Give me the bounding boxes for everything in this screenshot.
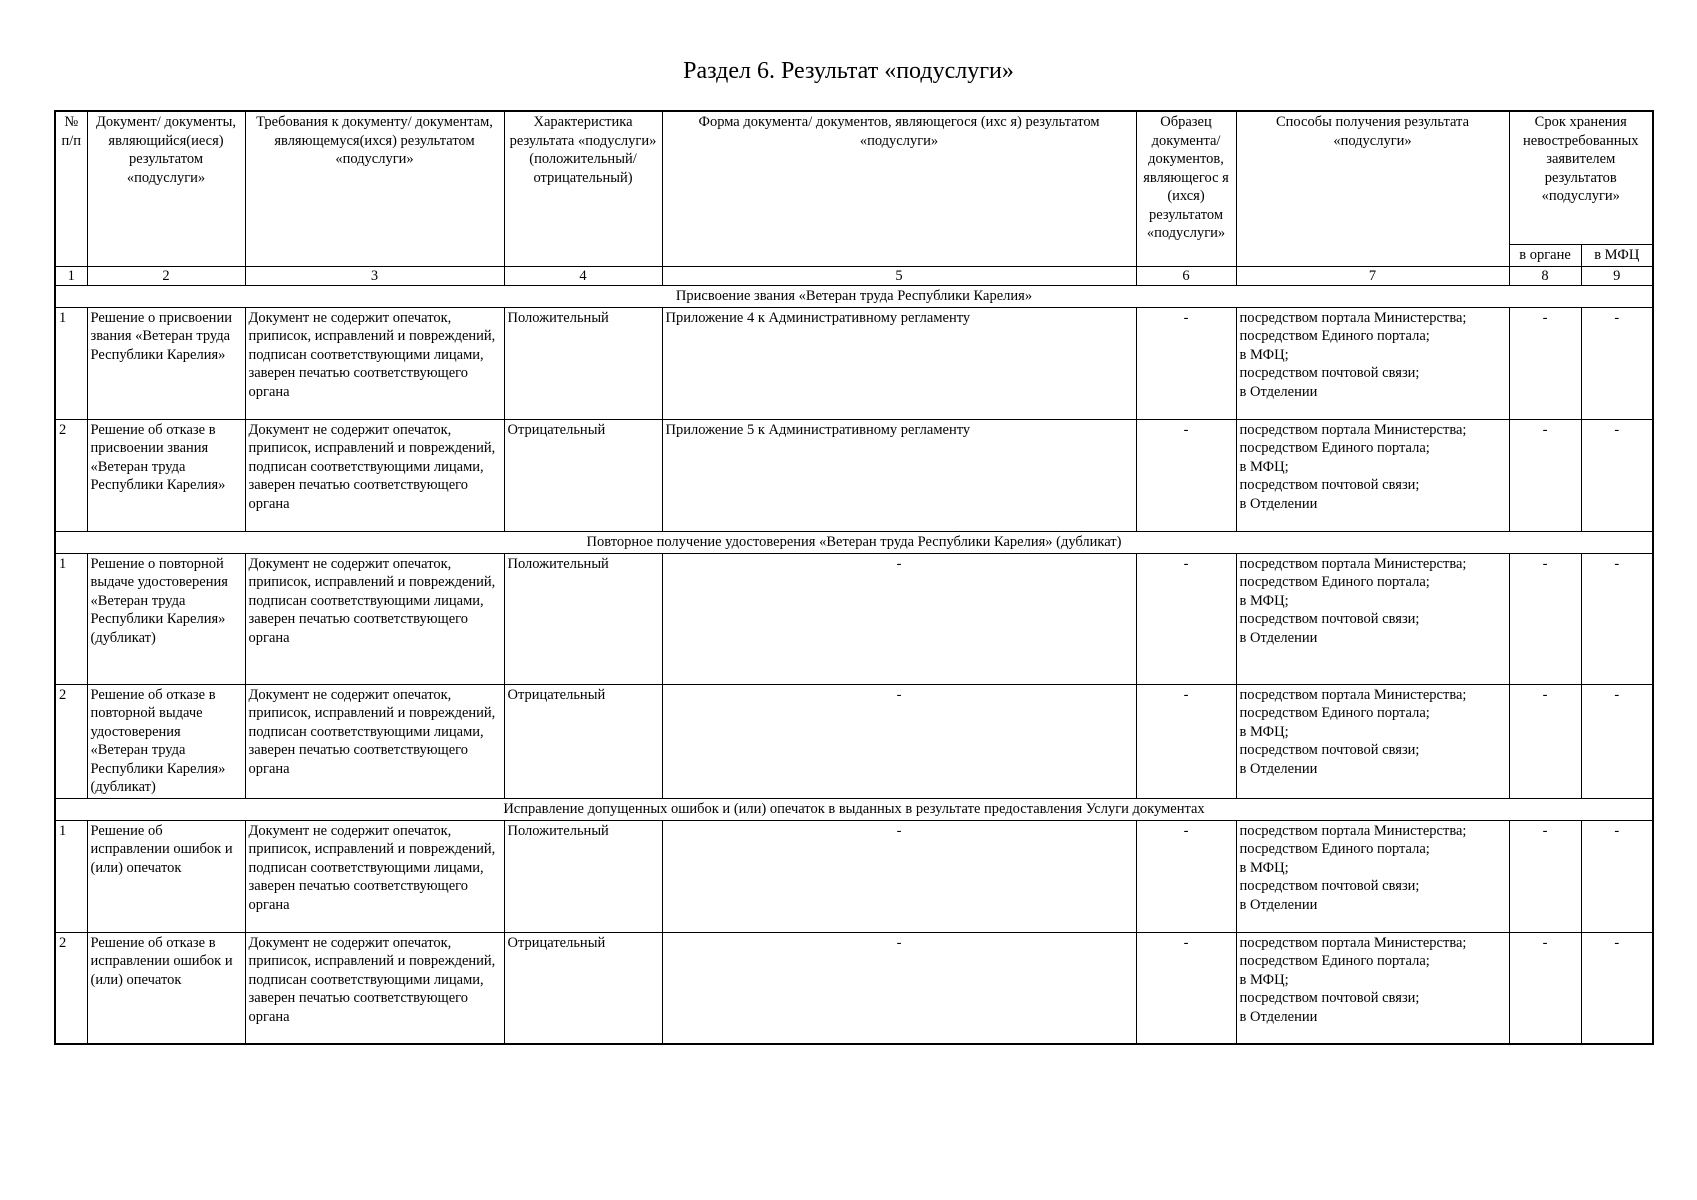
methods-cell: посредством портала Министерства; посредством Единого портала; в МФЦ; посредством почтовой связи; в Отделении: [1236, 307, 1509, 419]
storage-org-cell: -: [1509, 307, 1581, 419]
header-storage-period: Срок хранения невостребованных заявителем результатов «подуслуги»: [1509, 111, 1653, 245]
characteristic-cell: Положительный: [504, 820, 662, 932]
table-row: [55, 553, 1653, 684]
storage-mfc-cell: -: [1581, 684, 1653, 798]
header-form: Форма документа/ документов, являющегося (ихс я) результатом «подуслуги»: [662, 111, 1136, 266]
header-storage-mfc: в МФЦ: [1581, 245, 1653, 267]
characteristic-cell: Положительный: [504, 307, 662, 419]
section-header-row: [55, 798, 1653, 820]
table-row: [55, 307, 1653, 419]
results-table: [54, 110, 1654, 1045]
storage-mfc-cell: -: [1581, 553, 1653, 684]
row-number: 2: [55, 932, 87, 1044]
characteristic-cell: Отрицательный: [504, 684, 662, 798]
storage-mfc-cell: -: [1581, 307, 1653, 419]
table-row: [55, 419, 1653, 531]
requirements-cell: Документ не содержит опечаток, приписок, исправлений и повреждений, подписан соответствующими лицами, заверен печатью соответствующего органа: [245, 684, 504, 798]
column-number: 4: [504, 266, 662, 285]
header-document: Документ/ документы, являющийся(иеся) результатом «подуслуги»: [87, 111, 245, 266]
header-requirements: Требования к документу/ документам, являющемуся(ихся) результатом «подуслуги»: [245, 111, 504, 266]
page-title: Раздел 6. Результат «подуслуги»: [683, 58, 1014, 84]
table-row: [55, 932, 1653, 1044]
methods-cell: посредством портала Министерства; посредством Единого портала; в МФЦ; посредством почтовой связи; в Отделении: [1236, 820, 1509, 932]
form-cell: Приложение 5 к Административному регламенту: [662, 419, 1136, 531]
row-number: 1: [55, 307, 87, 419]
storage-mfc-cell: -: [1581, 932, 1653, 1044]
sample-cell: -: [1136, 307, 1236, 419]
requirements-cell: Документ не содержит опечаток, приписок, исправлений и повреждений, подписан соответствующими лицами, заверен печатью соответствующего органа: [245, 307, 504, 419]
storage-org-cell: -: [1509, 553, 1581, 684]
characteristic-cell: Отрицательный: [504, 419, 662, 531]
form-cell: -: [662, 553, 1136, 684]
column-number: 6: [1136, 266, 1236, 285]
storage-mfc-cell: -: [1581, 419, 1653, 531]
row-number: 2: [55, 684, 87, 798]
form-cell: -: [662, 820, 1136, 932]
table-body: [55, 266, 1653, 1044]
methods-cell: посредством портала Министерства; посредством Единого портала; в МФЦ; посредством почтовой связи; в Отделении: [1236, 419, 1509, 531]
characteristic-cell: Отрицательный: [504, 932, 662, 1044]
storage-org-cell: -: [1509, 684, 1581, 798]
methods-cell: посредством портала Министерства; посредством Единого портала; в МФЦ; посредством почтовой связи; в Отделении: [1236, 553, 1509, 684]
header-characteristic: Характеристика результата «подуслуги» (положительный/ отрицательный): [504, 111, 662, 266]
column-number: 9: [1581, 266, 1653, 285]
document-cell: Решение об отказе в исправлении ошибок и (или) опечаток: [87, 932, 245, 1044]
sample-cell: -: [1136, 684, 1236, 798]
section-title: Повторное получение удостоверения «Ветеран труда Республики Карелия» (дубликат): [55, 531, 1653, 553]
header-number: № п/п: [55, 111, 87, 266]
document-cell: Решение о повторной выдаче удостоверения «Ветеран труда Республики Карелия» (дубликат): [87, 553, 245, 684]
column-number: 3: [245, 266, 504, 285]
requirements-cell: Документ не содержит опечаток, приписок, исправлений и повреждений, подписан соответствующими лицами, заверен печатью соответствующего органа: [245, 820, 504, 932]
table-row: [55, 684, 1653, 798]
storage-org-cell: -: [1509, 932, 1581, 1044]
form-cell: Приложение 4 к Административному регламенту: [662, 307, 1136, 419]
sample-cell: -: [1136, 553, 1236, 684]
characteristic-cell: Положительный: [504, 553, 662, 684]
storage-org-cell: -: [1509, 419, 1581, 531]
methods-cell: посредством портала Министерства; посредством Единого портала; в МФЦ; посредством почтовой связи; в Отделении: [1236, 684, 1509, 798]
column-numbers-row: [55, 266, 1653, 285]
row-number: 1: [55, 553, 87, 684]
header-methods: Способы получения результата «подуслуги»: [1236, 111, 1509, 266]
form-cell: -: [662, 684, 1136, 798]
column-number: 8: [1509, 266, 1581, 285]
section-header-row: [55, 285, 1653, 307]
requirements-cell: Документ не содержит опечаток, приписок, исправлений и повреждений, подписан соответствующими лицами, заверен печатью соответствующего органа: [245, 932, 504, 1044]
section-title: Присвоение звания «Ветеран труда Республики Карелия»: [55, 285, 1653, 307]
section-title: Исправление допущенных ошибок и (или) опечаток в выданных в результате предоставления Услуги документах: [55, 798, 1653, 820]
sample-cell: -: [1136, 820, 1236, 932]
column-number: 2: [87, 266, 245, 285]
form-cell: -: [662, 932, 1136, 1044]
requirements-cell: Документ не содержит опечаток, приписок, исправлений и повреждений, подписан соответствующими лицами, заверен печатью соответствующего органа: [245, 553, 504, 684]
storage-mfc-cell: -: [1581, 820, 1653, 932]
methods-cell: посредством портала Министерства; посредством Единого портала; в МФЦ; посредством почтовой связи; в Отделении: [1236, 932, 1509, 1044]
document-cell: Решение об исправлении ошибок и (или) опечаток: [87, 820, 245, 932]
document-cell: Решение о присвоении звания «Ветеран труда Республики Карелия»: [87, 307, 245, 419]
row-number: 2: [55, 419, 87, 531]
requirements-cell: Документ не содержит опечаток, приписок, исправлений и повреждений, подписан соответствующими лицами, заверен печатью соответствующего органа: [245, 419, 504, 531]
row-number: 1: [55, 820, 87, 932]
section-header-row: [55, 531, 1653, 553]
document-cell: Решение об отказе в повторной выдаче удостоверения «Ветеран труда Республики Карелия» (дубликат): [87, 684, 245, 798]
document-cell: Решение об отказе в присвоении звания «Ветеран труда Республики Карелия»: [87, 419, 245, 531]
header-storage-org: в органе: [1509, 245, 1581, 267]
table-row: [55, 820, 1653, 932]
column-number: 7: [1236, 266, 1509, 285]
sample-cell: -: [1136, 932, 1236, 1044]
sample-cell: -: [1136, 419, 1236, 531]
column-number: 1: [55, 266, 87, 285]
storage-org-cell: -: [1509, 820, 1581, 932]
header-sample: Образец документа/ документов, являющегос я (ихся) результатом «подуслуги»: [1136, 111, 1236, 266]
column-number: 5: [662, 266, 1136, 285]
